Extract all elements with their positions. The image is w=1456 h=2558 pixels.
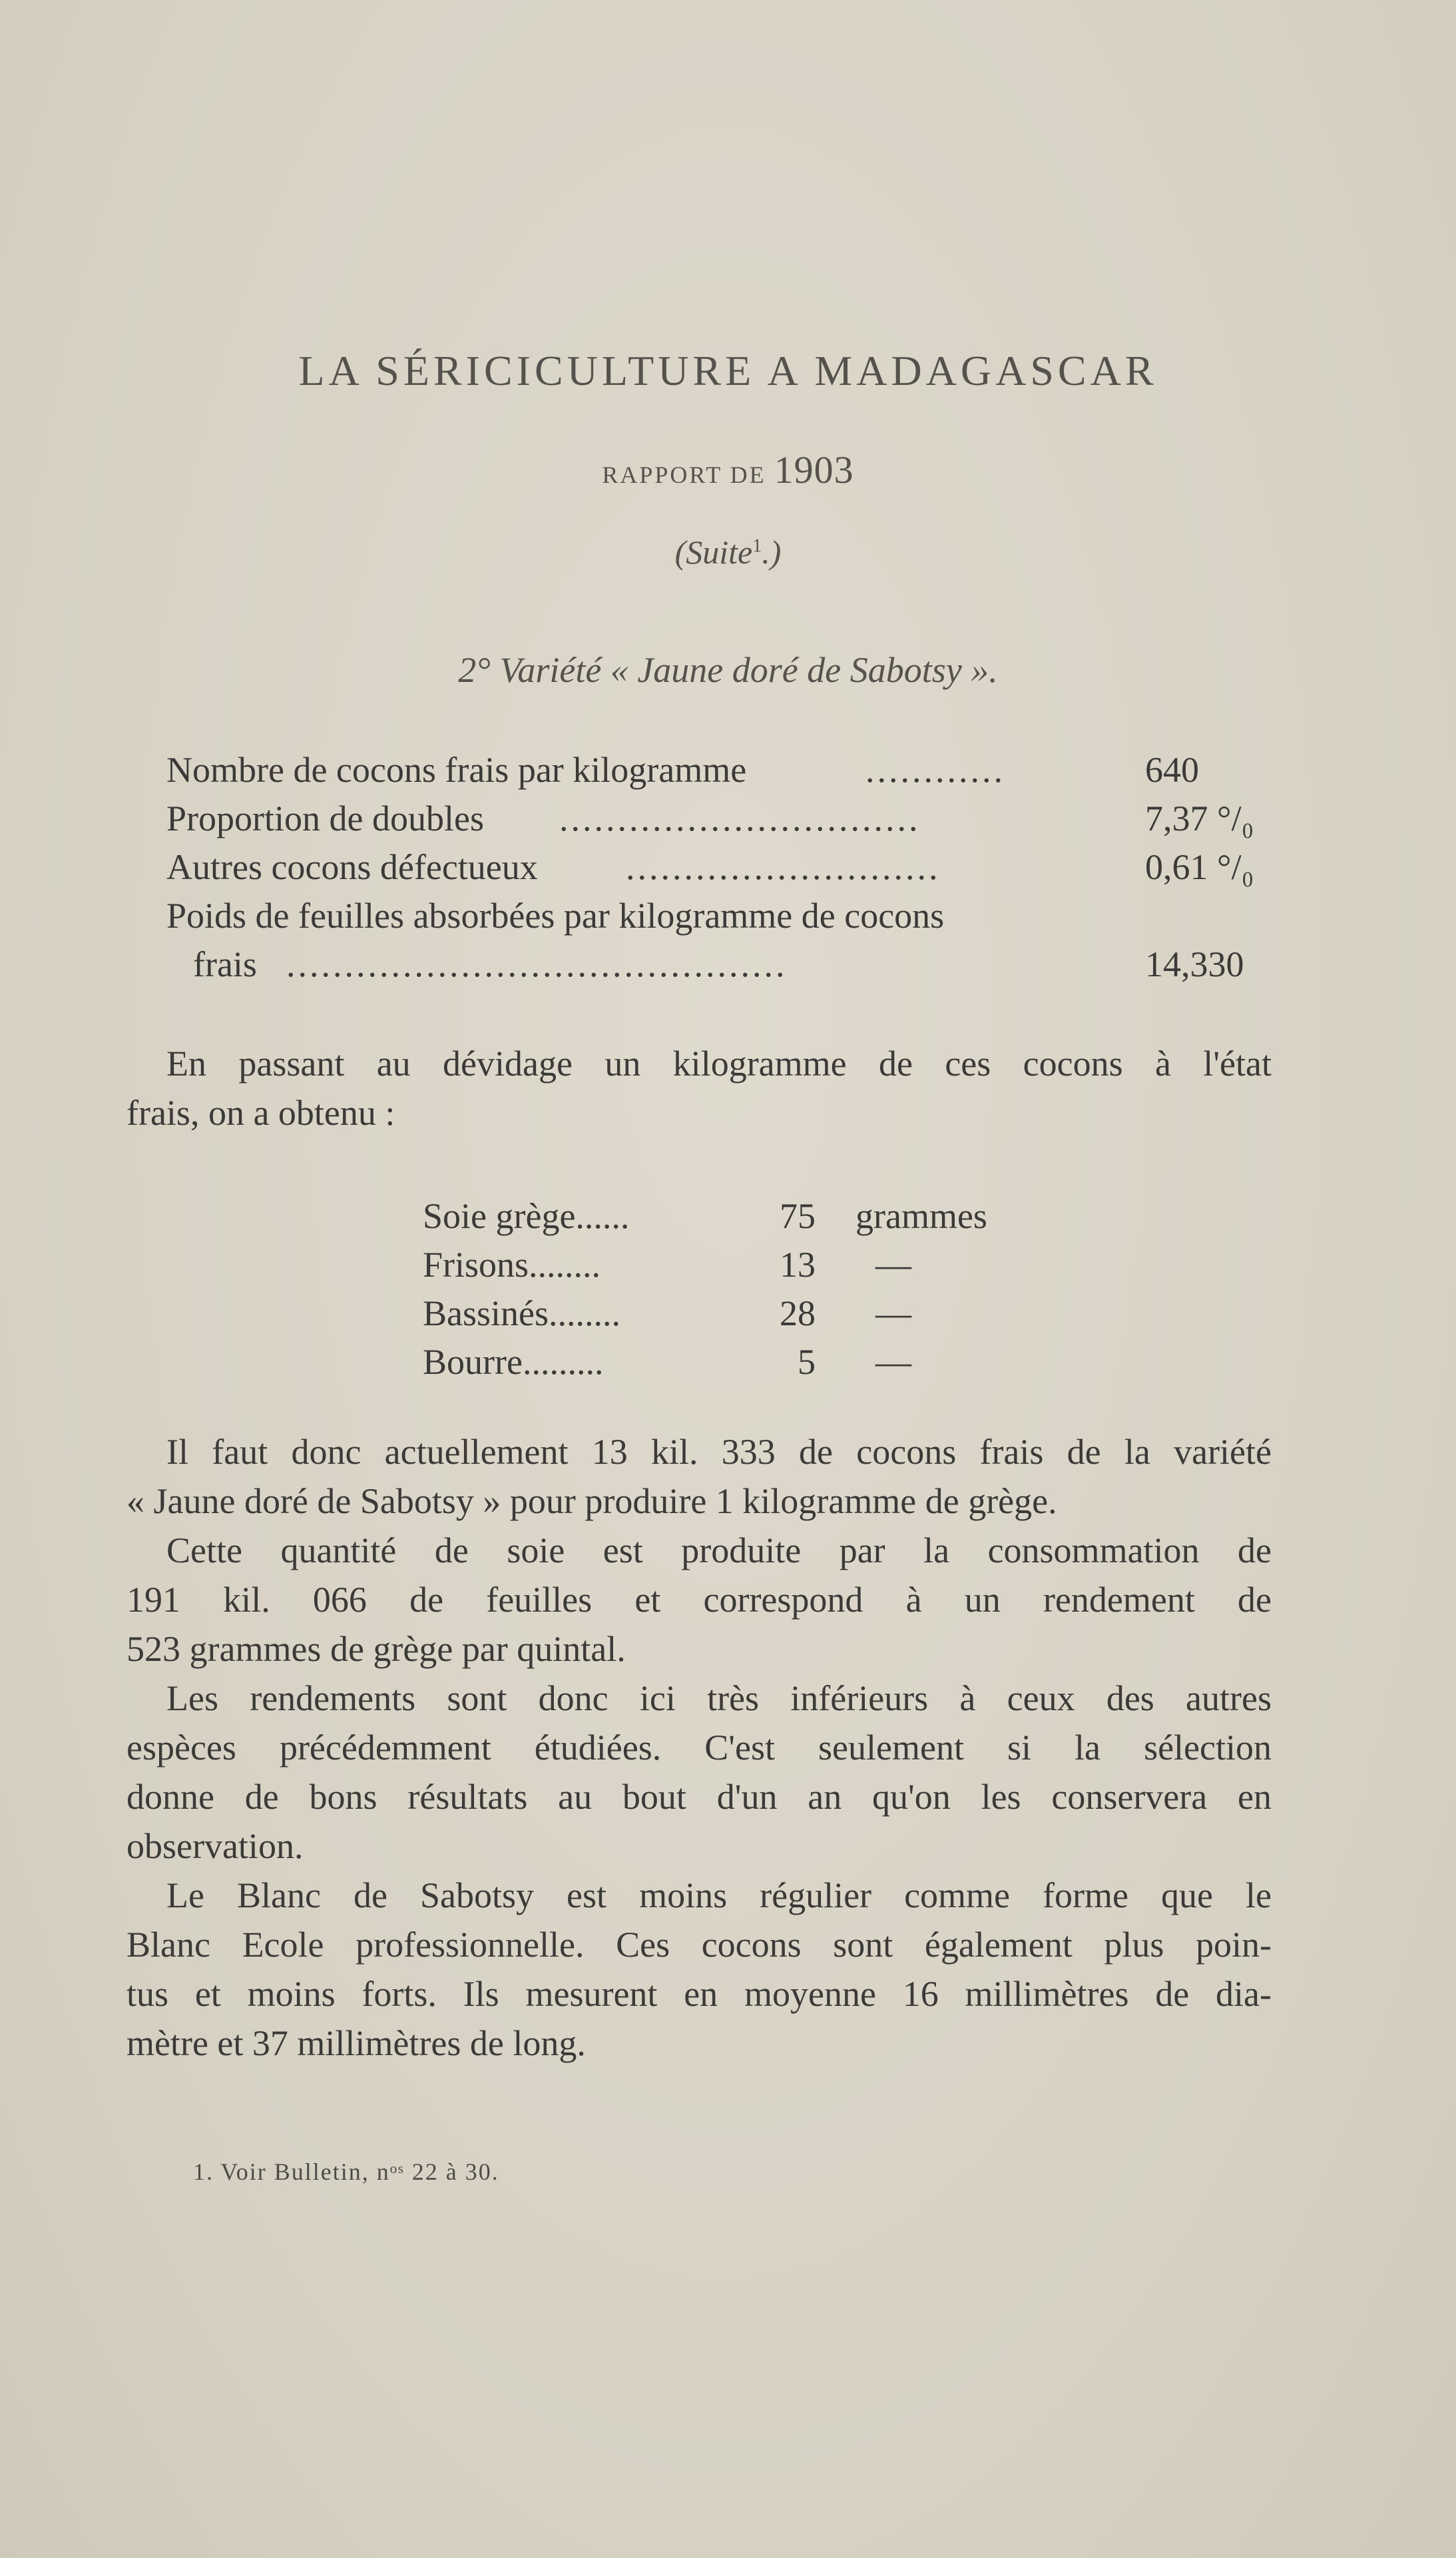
text-line: Cette quantité de soie est produite par la consommation de: [166, 1530, 1272, 1570]
stat-row: [166, 795, 1285, 843]
suite-label: (Suite: [674, 533, 753, 571]
yield-unit: —: [875, 1342, 911, 1382]
yield-unit: grammes: [855, 1196, 987, 1236]
text-line: mètre et 37 millimètres de long.: [126, 2023, 586, 2063]
yield-table: [423, 1192, 1089, 1387]
body-paragraph: [126, 1871, 1272, 2068]
stat-label: Nombre de cocons frais par kilogramme: [166, 750, 747, 790]
footnote: 1. Voir Bulletin, nᵒˢ 22 à 30.: [193, 2158, 499, 2185]
yield-unit: —: [875, 1245, 911, 1285]
intro-paragraph: [126, 1039, 1272, 1137]
text-line: tus et moins forts. Ils mesurent en moyenne 16 millimètres de dia-: [126, 1974, 1272, 2014]
yield-amount: 13: [780, 1245, 816, 1285]
body-paragraph: [126, 1674, 1272, 1871]
stat-value: 7,37 °/₀: [1145, 799, 1254, 838]
stat-row: [166, 940, 1285, 989]
page-title: LA SÉRICICULTURE A MADAGASCAR: [298, 347, 1158, 394]
leader-dots: ...............................: [559, 799, 921, 838]
report-label: RAPPORT DE: [602, 462, 766, 488]
yield-name: Bourre.........: [423, 1342, 604, 1382]
yield-name: Soie grège......: [423, 1196, 630, 1236]
stat-value: 14,330: [1145, 944, 1244, 984]
stat-label: Proportion de doubles: [166, 799, 484, 838]
body-paragraph: [126, 1427, 1272, 1526]
yield-name: Frisons........: [423, 1245, 601, 1285]
stat-row: [166, 843, 1285, 892]
stat-label: Autres cocons défectueux: [166, 847, 538, 887]
leader-dots: ............: [865, 750, 1005, 790]
yield-amount: 75: [780, 1196, 816, 1236]
text-line: donne de bons résultats au bout d'un an qu'on les conservera en: [126, 1777, 1272, 1817]
text-line: Les rendements sont donc ici très inférieurs à ceux des autres: [166, 1678, 1272, 1718]
stat-value: 0,61 °/₀: [1145, 847, 1254, 887]
report-subtitle: [0, 448, 1456, 492]
text-line: espèces précédemment étudiées. C'est seulement si la sélection: [126, 1728, 1272, 1767]
stat-row: [166, 746, 1285, 795]
yield-row: [423, 1192, 1089, 1241]
suite-close: .): [762, 533, 782, 571]
yield-row: [423, 1241, 1089, 1289]
stats-list: [166, 746, 1285, 989]
text-line: frais, on a obtenu :: [126, 1093, 395, 1133]
stat-value: 640: [1145, 750, 1199, 790]
stat-label: Poids de feuilles absorbées par kilogramme de cocons: [166, 896, 945, 936]
leader-dots: ...........................................: [286, 944, 788, 984]
body-paragraph: [126, 1526, 1272, 1674]
text-line: En passant au dévidage un kilogramme de ces cocons à l'état: [166, 1044, 1272, 1084]
section-heading: 2° Variété « Jaune doré de Sabotsy ».: [458, 650, 998, 690]
report-year: 1903: [774, 448, 854, 491]
yield-name: Bassinés........: [423, 1293, 620, 1333]
text-line: Blanc Ecole professionnelle. Ces cocons sont également plus poin-: [126, 1925, 1272, 1965]
stat-row: [166, 892, 1285, 940]
text-line: 523 grammes de grège par quintal.: [126, 1629, 626, 1669]
leader-dots: ...........................: [626, 847, 941, 887]
text-line: 191 kil. 066 de feuilles et correspond à un rendement de: [126, 1580, 1272, 1620]
stat-label: frais: [193, 944, 257, 984]
yield-amount: 28: [780, 1293, 816, 1333]
continuation-note: [0, 533, 1456, 571]
footnote-ref: 1: [752, 535, 762, 557]
yield-row: [423, 1338, 1089, 1387]
yield-amount: 5: [798, 1342, 816, 1382]
yield-unit: —: [875, 1293, 911, 1333]
yield-row: [423, 1289, 1089, 1338]
text-line: « Jaune doré de Sabotsy » pour produire 1 kilogramme de grège.: [126, 1481, 1057, 1521]
text-line: observation.: [126, 1826, 304, 1866]
text-line: Il faut donc actuellement 13 kil. 333 de cocons frais de la variété: [166, 1432, 1272, 1472]
text-line: Le Blanc de Sabotsy est moins régulier comme forme que le: [166, 1875, 1272, 1915]
